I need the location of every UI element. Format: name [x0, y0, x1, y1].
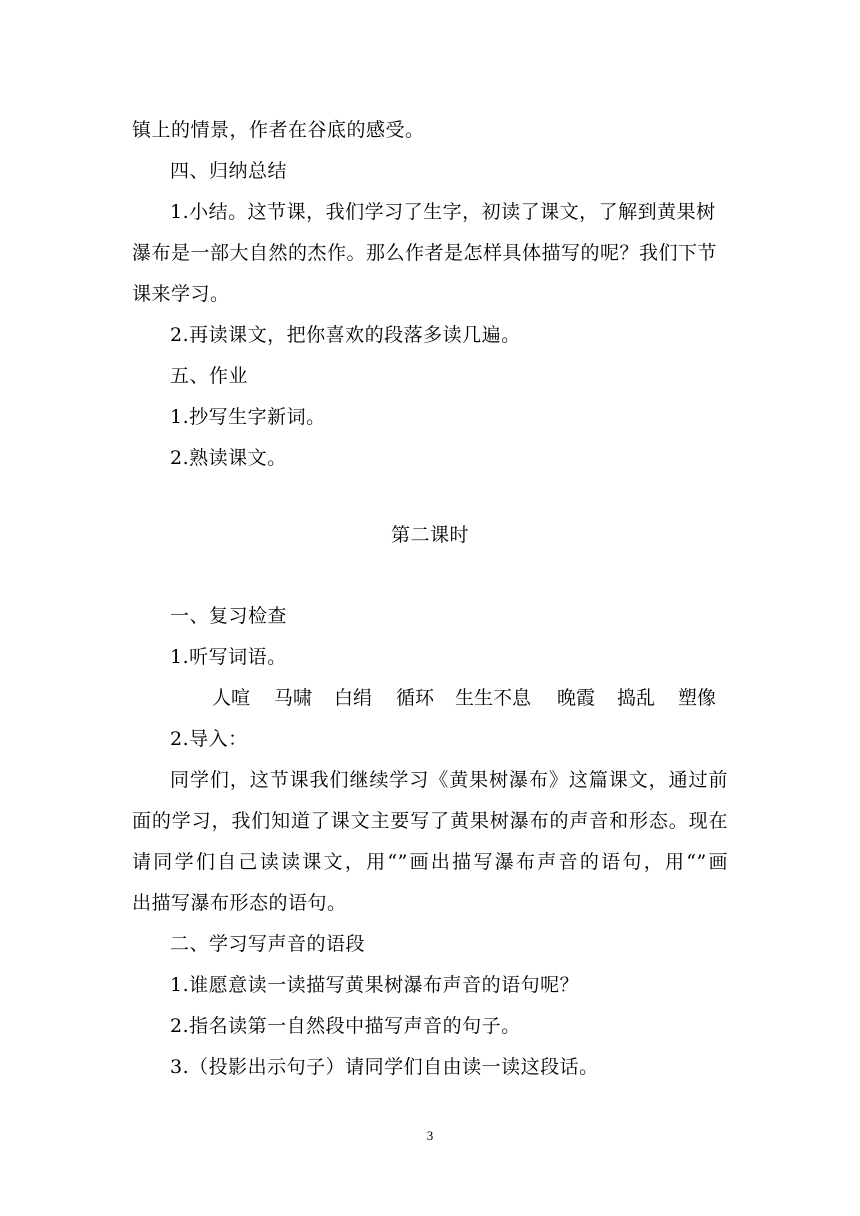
text-line: 1.谁愿意读一读描写黄果树瀑布声音的语句呢？: [170, 974, 580, 996]
text-line: 面的学习，我们知道了课文主要写了黄果树瀑布的声音和形态。现在: [132, 810, 728, 832]
text-line: 瀑布是一部大自然的杰作。那么作者是怎样具体描写的呢？我们下节: [132, 242, 718, 264]
section-heading-summary: 四、归纳总结: [170, 160, 288, 182]
section-heading-sound: 二、学习写声音的语段: [170, 933, 366, 955]
text-line: 2.再读课文，把你喜欢的段落多读几遍。: [170, 324, 521, 346]
text-line: 1.小结。这节课，我们学习了生字，初读了课文，了解到黄果树: [170, 201, 716, 223]
text-line: 1.抄写生字新词。: [170, 406, 326, 428]
dictation-word: 晚霞: [557, 687, 596, 709]
section-heading-review: 一、复习检查: [170, 605, 288, 627]
text-line: 出描写瀑布形态的语句。: [132, 892, 347, 914]
text-line: 请同学们自己读读课文，用“”画出描写瀑布声音的语句，用“”画: [132, 851, 728, 873]
dictation-word: 人喧: [212, 687, 251, 709]
text-line: 2.导入：: [170, 728, 248, 750]
dictation-word: 循环: [396, 687, 435, 709]
text-line: 同学们，这节课我们继续学习《黄果树瀑布》这篇课文，通过前: [170, 769, 728, 791]
text-line: 2.熟读课文。: [170, 447, 287, 469]
dictation-word: 马啸: [274, 687, 313, 709]
section-heading-homework: 五、作业: [170, 365, 249, 387]
dictation-word-list: [0, 684, 860, 712]
dictation-word: 捣乱: [617, 687, 656, 709]
text-line: 3.（投影出示句子）请同学们自由读一读这段话。: [170, 1056, 599, 1078]
lesson-title: 第二课时: [390, 524, 469, 546]
text-line: 1.听写词语。: [170, 646, 287, 668]
dictation-word: 塑像: [678, 687, 717, 709]
text-line: 镇上的情景，作者在谷底的感受。: [132, 119, 425, 141]
page-number: 3: [426, 1128, 434, 1143]
dictation-word: 生生不息: [455, 687, 532, 709]
text-line: 课来学习。: [132, 283, 230, 305]
dictation-word: 白绢: [334, 687, 373, 709]
text-line: 2.指名读第一自然段中描写声音的句子。: [170, 1015, 521, 1037]
